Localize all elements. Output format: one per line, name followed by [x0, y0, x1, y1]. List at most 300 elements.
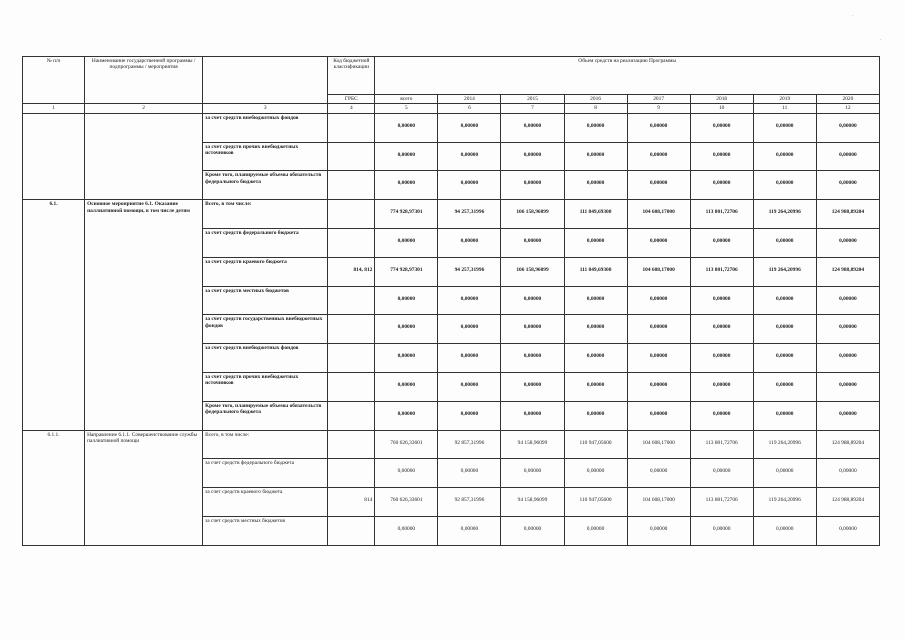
amount-value: 0,00000	[523, 238, 542, 244]
amount-value: 0,00000	[839, 180, 857, 187]
amount-value: 113 801,72706	[705, 209, 738, 216]
amount-cell	[375, 459, 438, 488]
row-number	[23, 113, 85, 199]
grbs-code	[330, 518, 372, 526]
measure-name	[85, 113, 203, 199]
amount-cell	[816, 229, 879, 258]
grbs-code-cell	[328, 113, 375, 142]
amount-value: 0,00000	[649, 180, 668, 187]
amount-value: 0,00000	[649, 122, 668, 129]
amount-cell	[690, 229, 753, 258]
amount-cell	[564, 372, 627, 401]
grbs-code	[330, 374, 372, 382]
grbs-code	[330, 288, 372, 296]
amount-value: 0,00000	[397, 295, 416, 302]
amount-value: 104 608,17000	[642, 209, 675, 216]
funding-source: Кроме того, планируемые объемы обязательств федерального бюджета	[203, 171, 328, 200]
amount-cell	[501, 516, 564, 545]
header-year: 2014	[438, 95, 501, 104]
amount-cell	[690, 113, 753, 142]
amount-value: 0,00000	[586, 353, 605, 360]
amount-cell	[375, 229, 438, 258]
column-number: 7	[501, 104, 564, 113]
amount-cell	[438, 200, 501, 229]
amount-value: 0,00000	[775, 122, 794, 129]
amount-cell	[501, 430, 564, 459]
amount-cell	[438, 401, 501, 430]
amount-cell	[690, 401, 753, 430]
amount-cell	[438, 113, 501, 142]
amount-cell	[627, 344, 690, 373]
grbs-code-cell	[328, 315, 375, 344]
amount-cell	[753, 430, 816, 459]
amount-value: 0,00000	[775, 381, 794, 388]
amount-cell	[564, 344, 627, 373]
header-year: 2020	[816, 95, 879, 104]
amount-value: 110 947,05600	[579, 439, 612, 446]
grbs-code-cell	[328, 430, 375, 459]
grbs-code-cell	[328, 516, 375, 545]
amount-value: 119 264,20996	[768, 266, 801, 273]
column-number: 1	[23, 104, 85, 113]
scan-mark: ·	[852, 14, 854, 19]
header-year: всего	[375, 95, 438, 104]
amount-cell	[690, 315, 753, 344]
amount-cell	[816, 171, 879, 200]
amount-value: 0,00000	[775, 180, 794, 187]
amount-value: 774 928,97301	[390, 266, 423, 273]
amount-value: 0,00000	[397, 525, 416, 532]
grbs-code-cell	[328, 200, 375, 229]
amount-cell	[501, 229, 564, 258]
amount-cell	[690, 171, 753, 200]
measure-name: Направление 6.1.1. Совершенствование службы паллиативной помощи	[85, 430, 203, 545]
amount-cell	[627, 171, 690, 200]
header-row	[23, 57, 880, 95]
amount-cell	[690, 200, 753, 229]
amount-cell	[690, 430, 753, 459]
column-number: 10	[690, 104, 753, 113]
amount-value: 0,00000	[649, 353, 668, 360]
funding-source: за счет средств местных бюджетов	[203, 516, 328, 545]
amount-value: 119 264,20996	[768, 497, 801, 504]
amount-cell	[564, 200, 627, 229]
amount-value: 0,00000	[712, 295, 731, 302]
header-blank	[203, 57, 328, 104]
amount-cell	[753, 401, 816, 430]
amount-cell	[375, 401, 438, 430]
amount-cell	[816, 315, 879, 344]
amount-cell	[564, 257, 627, 286]
amount-cell	[753, 372, 816, 401]
amount-value: 104 608,17000	[642, 497, 675, 504]
amount-value: 124 988,89204	[831, 209, 865, 216]
amount-value: 0,00000	[586, 381, 605, 388]
amount-value: 0,00000	[523, 122, 542, 129]
amount-value: 0,00000	[649, 324, 668, 331]
amount-value: 0,00000	[649, 238, 668, 244]
amount-cell	[816, 459, 879, 488]
amount-value: 124 988,89204	[831, 439, 865, 446]
column-number-row	[23, 104, 880, 113]
amount-cell	[627, 113, 690, 142]
amount-cell	[690, 488, 753, 517]
amount-cell	[627, 401, 690, 430]
amount-value: 92 857,31996	[454, 497, 485, 504]
amount-cell	[816, 286, 879, 315]
header-year: 2015	[501, 95, 564, 104]
amount-cell	[564, 516, 627, 545]
column-number: 12	[816, 104, 879, 113]
amount-value: 0,00000	[775, 410, 794, 417]
grbs-code-cell	[328, 142, 375, 171]
amount-value: 0,00000	[460, 525, 479, 532]
amount-cell	[501, 459, 564, 488]
funding-source: за счет средств краевого бюджета	[203, 488, 328, 517]
amount-value: 94 257,31996	[454, 266, 485, 273]
amount-value: 0,00000	[397, 238, 416, 244]
header-num: № п/п	[23, 57, 85, 104]
amount-value: 0,00000	[397, 468, 416, 475]
amount-cell	[816, 372, 879, 401]
amount-cell	[816, 430, 879, 459]
header-year: 2016	[564, 95, 627, 104]
amount-cell	[627, 488, 690, 517]
amount-cell	[627, 257, 690, 286]
amount-cell	[438, 171, 501, 200]
amount-value: 92 857,31996	[454, 439, 485, 446]
amount-value: 0,00000	[523, 468, 542, 475]
amount-value: 0,00000	[839, 468, 857, 475]
column-number: 8	[564, 104, 627, 113]
amount-value: 0,00000	[649, 295, 668, 302]
amount-cell	[375, 200, 438, 229]
amount-value: 0,00000	[712, 180, 731, 187]
grbs-code	[330, 403, 372, 411]
amount-value: 94 257,31996	[454, 209, 485, 216]
table-row	[23, 200, 880, 229]
amount-value: 0,00000	[523, 151, 542, 158]
amount-cell	[816, 142, 879, 171]
amount-value: 0,00000	[649, 410, 668, 417]
grbs-code-cell	[328, 257, 375, 286]
amount-cell	[501, 344, 564, 373]
amount-cell	[690, 344, 753, 373]
amount-cell	[501, 372, 564, 401]
amount-value: 124 988,89204	[831, 266, 865, 273]
amount-value: 760 626,33601	[390, 497, 423, 504]
amount-value: 0,00000	[523, 295, 542, 302]
funding-source: за счет средств краевого бюджета	[203, 257, 328, 286]
amount-cell	[564, 488, 627, 517]
amount-value: 774 928,97301	[390, 209, 423, 216]
header-year: 2017	[627, 95, 690, 104]
amount-cell	[501, 286, 564, 315]
header-kbk: Код бюджетной классификации	[328, 57, 375, 95]
amount-value: 0,00000	[397, 324, 416, 331]
amount-cell	[501, 401, 564, 430]
amount-cell	[438, 142, 501, 171]
amount-cell	[564, 142, 627, 171]
amount-value: 0,00000	[523, 381, 542, 388]
amount-cell	[375, 315, 438, 344]
amount-cell	[753, 286, 816, 315]
grbs-code-cell	[328, 344, 375, 373]
amount-value: 0,00000	[397, 151, 416, 158]
amount-value: 106 158,96099	[516, 209, 549, 216]
amount-cell	[753, 171, 816, 200]
amount-value: 0,00000	[839, 353, 857, 360]
column-number: 5	[375, 104, 438, 113]
funding-source: Кроме того, планируемые объемы обязательств федерального бюджета	[203, 401, 328, 430]
amount-value: 0,00000	[460, 410, 479, 417]
grbs-code	[330, 144, 372, 152]
amount-value: 0,00000	[586, 122, 605, 129]
amount-value: 0,00000	[839, 122, 857, 129]
amount-cell	[375, 142, 438, 171]
amount-value: 0,00000	[460, 151, 479, 158]
amount-value: 113 801,72706	[705, 497, 738, 504]
amount-value: 0,00000	[460, 180, 479, 187]
amount-cell	[375, 344, 438, 373]
amount-cell	[753, 516, 816, 545]
amount-value: 0,00000	[775, 295, 794, 302]
amount-cell	[627, 430, 690, 459]
measure-name: Основное мероприятие 6.1. Оказание паллиативной помощи, в том числе детям	[85, 200, 203, 430]
amount-cell	[816, 401, 879, 430]
amount-value: 0,00000	[523, 525, 542, 532]
amount-value: 0,00000	[775, 238, 794, 244]
amount-cell	[753, 315, 816, 344]
grbs-code-cell	[328, 171, 375, 200]
amount-value: 0,00000	[839, 525, 857, 532]
amount-cell	[501, 113, 564, 142]
amount-value: 0,00000	[523, 410, 542, 417]
amount-value: 106 158,96099	[516, 266, 549, 273]
amount-cell	[501, 142, 564, 171]
amount-value: 0,00000	[460, 468, 479, 475]
amount-value: 0,00000	[460, 122, 479, 129]
amount-value: 0,00000	[649, 151, 668, 158]
amount-cell	[753, 257, 816, 286]
amount-cell	[753, 200, 816, 229]
amount-cell	[690, 286, 753, 315]
amount-value: 0,00000	[712, 324, 731, 331]
amount-value: 111 849,69300	[579, 209, 612, 216]
amount-cell	[816, 113, 879, 142]
row-number: 6.1.	[23, 200, 85, 430]
amount-value: 0,00000	[397, 180, 416, 187]
amount-value: 0,00000	[460, 381, 479, 388]
table-row	[23, 430, 880, 459]
amount-value: 0,00000	[586, 180, 605, 187]
amount-cell	[564, 315, 627, 344]
amount-cell	[375, 488, 438, 517]
funding-source: за счет средств местных бюджетов	[203, 286, 328, 315]
amount-value: 0,00000	[712, 525, 731, 532]
amount-cell	[690, 516, 753, 545]
amount-value: 0,00000	[586, 468, 605, 475]
amount-cell	[690, 142, 753, 171]
amount-value: 0,00000	[712, 353, 731, 360]
amount-cell	[753, 344, 816, 373]
amount-value: 113 801,72706	[705, 439, 738, 446]
amount-cell	[438, 488, 501, 517]
amount-value: 0,00000	[397, 122, 416, 129]
amount-cell	[375, 257, 438, 286]
amount-value: 0,00000	[586, 525, 605, 532]
amount-cell	[501, 315, 564, 344]
column-number: 11	[753, 104, 816, 113]
amount-cell	[627, 142, 690, 171]
amount-cell	[627, 372, 690, 401]
amount-value: 0,00000	[712, 381, 731, 388]
amount-value: 0,00000	[712, 468, 731, 475]
amount-value: 0,00000	[523, 180, 542, 187]
grbs-code-cell	[328, 229, 375, 258]
row-number: 6.1.1.	[23, 430, 85, 545]
amount-value: 94 158,96099	[517, 439, 548, 446]
amount-cell	[753, 488, 816, 517]
amount-value: 760 626,33601	[390, 439, 423, 446]
amount-value: 0,00000	[712, 151, 731, 158]
grbs-code: 814	[364, 497, 373, 504]
amount-value: 0,00000	[775, 353, 794, 360]
amount-cell	[438, 257, 501, 286]
amount-value: 0,00000	[839, 410, 857, 417]
amount-value: 0,00000	[586, 295, 605, 302]
budget-table	[22, 56, 880, 546]
grbs-code	[330, 316, 372, 324]
funding-source: Всего, в том числе:	[203, 430, 328, 459]
grbs-code: 814, 812	[353, 266, 373, 273]
amount-value: 0,00000	[775, 468, 794, 475]
amount-cell	[438, 229, 501, 258]
amount-value: 119 264,20996	[768, 209, 801, 216]
amount-cell	[564, 286, 627, 315]
column-number: 4	[328, 104, 375, 113]
amount-value: 0,00000	[586, 324, 605, 331]
amount-cell	[753, 142, 816, 171]
grbs-code-cell	[328, 488, 375, 517]
amount-cell	[816, 516, 879, 545]
amount-value: 0,00000	[649, 381, 668, 388]
amount-value: 0,00000	[712, 238, 731, 244]
grbs-code	[330, 201, 372, 209]
amount-cell	[438, 430, 501, 459]
amount-cell	[438, 372, 501, 401]
amount-cell	[690, 459, 753, 488]
amount-value: 0,00000	[649, 525, 668, 532]
amount-cell	[501, 257, 564, 286]
amount-value: 0,00000	[460, 324, 479, 331]
amount-cell	[501, 488, 564, 517]
grbs-code	[330, 345, 372, 353]
amount-cell	[501, 200, 564, 229]
amount-value: 0,00000	[775, 324, 794, 331]
amount-value: 0,00000	[523, 353, 542, 360]
grbs-code	[330, 230, 372, 238]
header-year: 2018	[690, 95, 753, 104]
column-number: 3	[203, 104, 328, 113]
amount-cell	[438, 516, 501, 545]
amount-cell	[564, 459, 627, 488]
amount-value: 119 264,20996	[768, 439, 801, 446]
amount-value: 0,00000	[839, 151, 857, 158]
amount-cell	[564, 401, 627, 430]
column-number: 6	[438, 104, 501, 113]
amount-value: 0,00000	[775, 525, 794, 532]
amount-cell	[375, 372, 438, 401]
amount-value: 0,00000	[839, 238, 857, 244]
amount-value: 0,00000	[397, 381, 416, 388]
amount-value: 113 801,72706	[705, 266, 738, 273]
funding-source: за счет средств федерального бюджета	[203, 459, 328, 488]
grbs-code	[330, 432, 372, 440]
amount-cell	[501, 171, 564, 200]
amount-value: 94 158,96099	[517, 497, 548, 504]
amount-value: 0,00000	[586, 151, 605, 158]
amount-value: 0,00000	[397, 353, 416, 360]
amount-value: 0,00000	[523, 324, 542, 331]
header-grbs: ГРБС	[328, 95, 375, 104]
amount-value: 0,00000	[839, 295, 857, 302]
amount-value: 104 608,17000	[642, 439, 675, 446]
grbs-code	[330, 115, 372, 123]
funding-source: за счет средств федерального бюджета	[203, 229, 328, 258]
grbs-code-cell	[328, 401, 375, 430]
amount-value: 0,00000	[775, 151, 794, 158]
amount-value: 0,00000	[586, 410, 605, 417]
amount-value: 0,00000	[460, 238, 479, 244]
table-row	[23, 113, 880, 142]
amount-cell	[753, 229, 816, 258]
amount-value: 111 849,69300	[579, 266, 612, 273]
amount-value: 0,00000	[839, 381, 857, 388]
amount-value: 0,00000	[649, 468, 668, 475]
amount-cell	[627, 200, 690, 229]
amount-cell	[627, 315, 690, 344]
amount-cell	[816, 257, 879, 286]
amount-value: 0,00000	[712, 410, 731, 417]
amount-cell	[375, 430, 438, 459]
amount-cell	[816, 200, 879, 229]
scan-mark: ·	[880, 38, 882, 43]
amount-cell	[816, 488, 879, 517]
amount-cell	[564, 171, 627, 200]
grbs-code-cell	[328, 459, 375, 488]
amount-value: 104 608,17000	[642, 266, 675, 273]
amount-cell	[627, 516, 690, 545]
amount-cell	[564, 113, 627, 142]
amount-cell	[627, 286, 690, 315]
grbs-code-cell	[328, 372, 375, 401]
funding-source: за счет средств прочих внебюджетных источников	[203, 372, 328, 401]
amount-cell	[375, 113, 438, 142]
amount-cell	[627, 459, 690, 488]
amount-cell	[564, 229, 627, 258]
amount-cell	[438, 459, 501, 488]
amount-cell	[753, 459, 816, 488]
amount-cell	[438, 344, 501, 373]
header-name: Наименование государственной программы / подпрограммы / мероприятия	[85, 57, 203, 104]
header-year: 2019	[753, 95, 816, 104]
amount-cell	[690, 372, 753, 401]
grbs-code	[330, 460, 372, 468]
amount-cell	[375, 516, 438, 545]
amount-value: 0,00000	[460, 295, 479, 302]
amount-cell	[438, 286, 501, 315]
